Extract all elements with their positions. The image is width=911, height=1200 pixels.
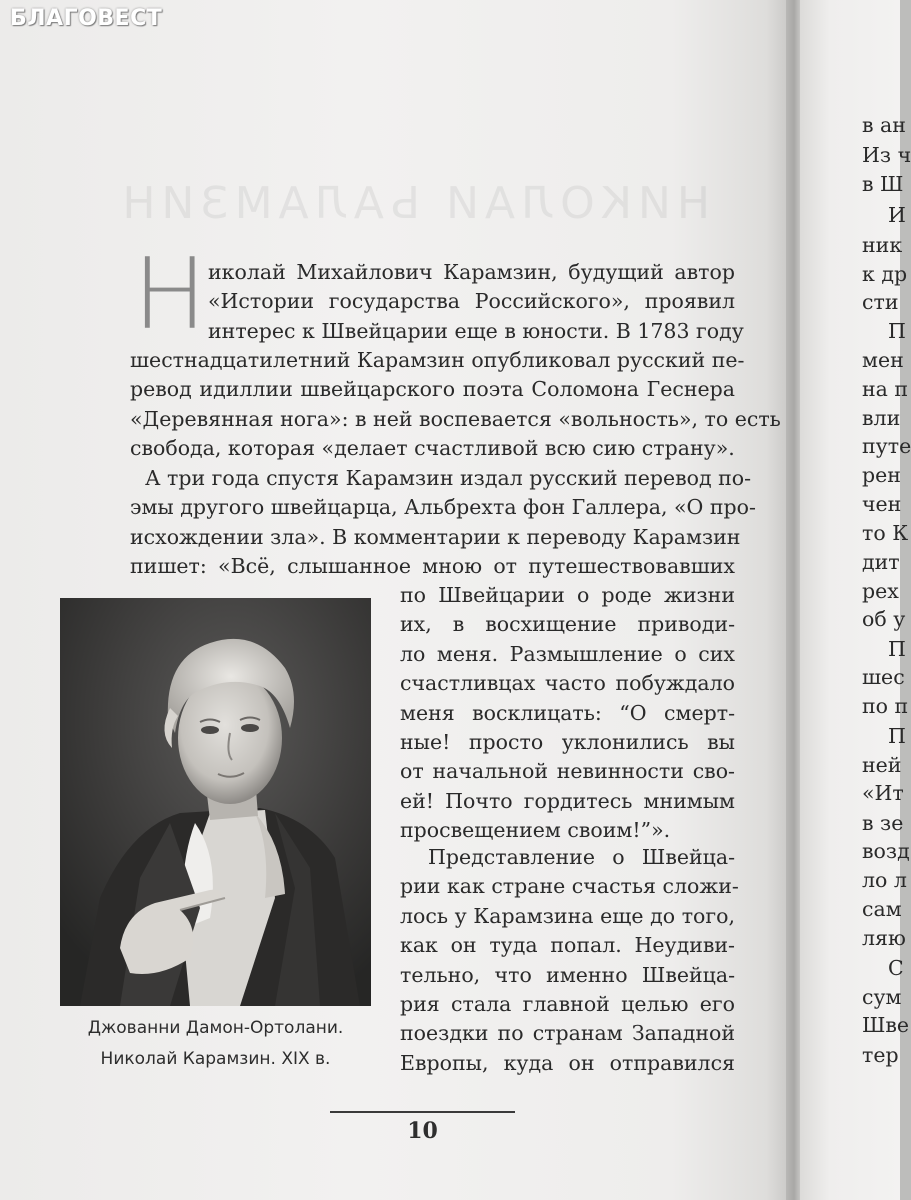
text-line: рии как стране счастья сложи- [400, 874, 739, 899]
right-page-text-fragment: шес [862, 665, 905, 689]
text-line: лось у Карамзина еще до того, [400, 903, 735, 928]
right-page-text-fragment: И [888, 203, 906, 227]
right-page-text-fragment: П [888, 637, 906, 661]
right-page-text-fragment: Из ч [862, 143, 911, 167]
text-line: эмы другого швейцарца, Альбрехта фон Галлера, «О про- [130, 495, 756, 520]
right-page-text-fragment: в зе [862, 811, 904, 835]
text-line: поездки по странам Западной [400, 1021, 735, 1046]
right-page-text-fragment: сам [862, 897, 902, 921]
text-line: рия стала главной целью его [400, 992, 735, 1017]
text-line: по Швейцарии о роде жизни [400, 583, 735, 607]
right-page-text-fragment: мен [862, 348, 904, 372]
text-line: счастливцах часто побуждало [400, 671, 735, 696]
text-line: «Истории государства Российского», проявил [208, 289, 735, 314]
right-page-text-fragment: в Ш [862, 172, 904, 196]
right-page-text-fragment: возд [862, 839, 910, 863]
portrait-image [60, 598, 371, 1006]
text-line: их, в восхищение приводи- [400, 612, 735, 637]
right-page-text-fragment: путе [862, 434, 911, 458]
paragraph-2 [130, 464, 756, 582]
text-line: интерес к Швейцарии еще в юности. В 1783 году [208, 318, 744, 343]
right-page-text-fragment: к др [862, 262, 908, 286]
right-page-text-fragment: ник [862, 233, 903, 257]
intro-paragraph [208, 258, 744, 346]
right-page-text-fragment: об у [862, 607, 906, 631]
right-page-text-fragment: дит [862, 550, 900, 574]
text-line: «Деревянная нога»: в ней воспевается «вольность», то есть [130, 406, 781, 431]
text-line: Европы, куда он отправился [400, 1050, 735, 1075]
text-line: ей! Почто гордитесь мнимым [400, 788, 735, 813]
right-page-text-fragment: рех [862, 579, 899, 603]
right-page-text-fragment: «Ит [862, 781, 904, 805]
right-page-text-fragment: чен [862, 492, 902, 516]
right-page-text-fragment: ло л [862, 868, 907, 892]
text-line: ло меня. Размышление о сих [400, 641, 735, 666]
right-page-text-fragment: на п [862, 377, 909, 401]
paragraph-2-continued [400, 581, 735, 846]
footer-rule [330, 1111, 515, 1113]
paragraph-1 [130, 346, 781, 464]
right-page-text-fragment: тер [862, 1043, 899, 1067]
image-caption [60, 1013, 371, 1075]
right-page-text-fragment: рен [862, 463, 901, 487]
bleed-through-text: НИКОЛАИ ЬАЛАМЗИН [116, 178, 710, 229]
right-page-text-fragment: П [888, 724, 906, 748]
text-line: от начальной невинности сво- [400, 759, 735, 784]
text-line: пишет: «Всё, слышанное мною от путешествовавших [130, 554, 735, 579]
right-page [800, 0, 911, 1200]
text-line: свобода, которая «делает счастливой всю сию страну». [130, 436, 735, 461]
right-page-text-fragment: П [888, 319, 906, 343]
text-line: просвещением своим!”». [400, 818, 671, 843]
right-page-text-fragment: то К [862, 521, 909, 545]
right-page-text-fragment: ней [862, 753, 902, 777]
right-page-text-fragment: ляю [862, 926, 906, 950]
drop-cap: Н [133, 238, 207, 352]
text-line: как он туда попал. Неудиви- [400, 933, 735, 958]
right-page-text-fragment: Шве [862, 1013, 910, 1037]
right-page-text-fragment: по п [862, 694, 909, 718]
text-line: ревод идиллии швейцарского поэта Соломона Геснера [130, 377, 735, 402]
text-line: меня восклицать: “О смерт- [400, 700, 735, 725]
right-page-text-fragment: вли [862, 406, 901, 430]
text-line: А три года спустя Карамзин издал русский перевод по- [145, 466, 752, 490]
text-line: ные! просто уклонились вы [400, 730, 735, 755]
text-line: иколай Михайлович Карамзин, будущий автор [208, 260, 735, 284]
text-line: тельно, что именно Швейца- [400, 962, 735, 987]
caption-line: Николай Карамзин. XIX в. [100, 1049, 331, 1069]
right-page-text-fragment: в ан [862, 113, 906, 137]
right-page-text-fragment: сти [862, 290, 899, 314]
text-line: шестнадцатилетний Карамзин опубликовал русский пе- [130, 348, 745, 372]
watermark-logo: БЛАГОВЕСТ [10, 6, 163, 31]
paragraph-3 [400, 843, 739, 1078]
right-page-text-fragment: С [888, 956, 904, 980]
page-number: 10 [407, 1118, 438, 1144]
text-line: Представление о Швейца- [428, 845, 735, 869]
text-line: исхождении зла». В комментарии к переводу Карамзин [130, 524, 741, 549]
caption-line: Джованни Дамон-Ортолани. [87, 1018, 344, 1038]
right-page-text-fragment: сум [862, 985, 902, 1009]
